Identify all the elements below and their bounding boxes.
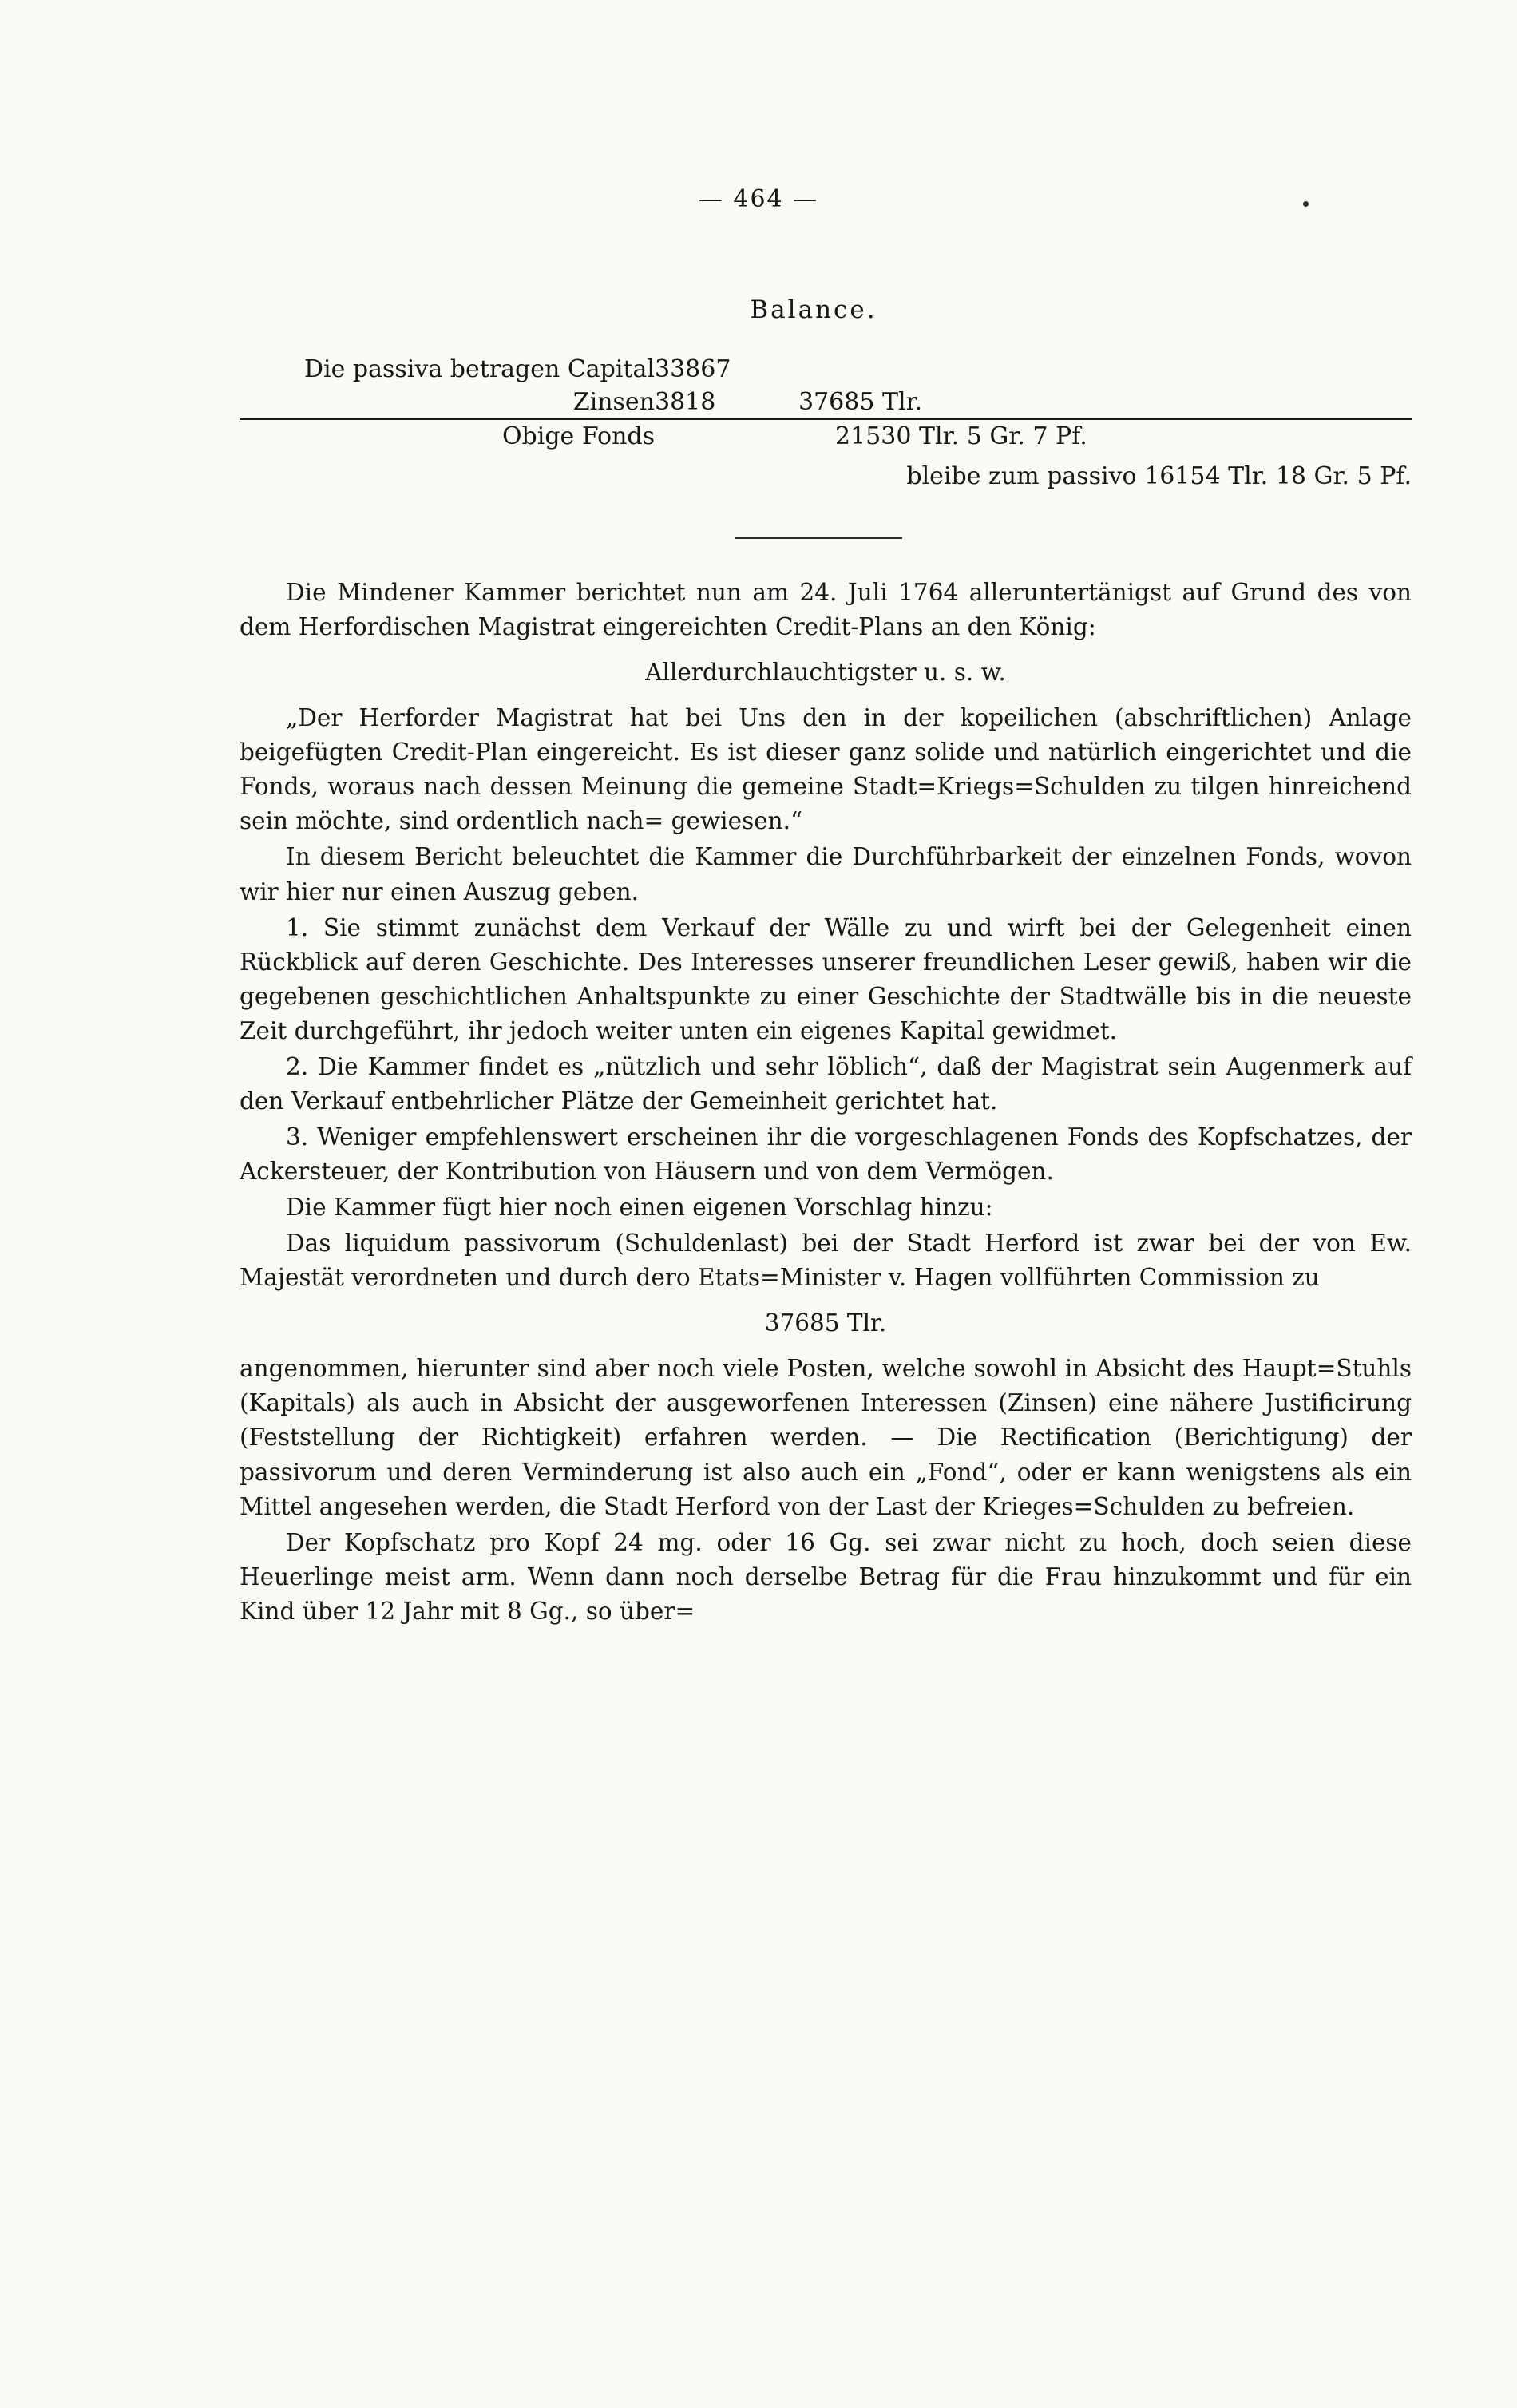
paragraph-7: Die Kammer fügt hier noch einen eigenen Vorschlag hinzu: bbox=[286, 1194, 993, 1222]
balance-final-line: bleibe zum passivo 16154 Tlr. 18 Gr. 5 Pf. bbox=[906, 462, 1412, 490]
table-row bbox=[240, 419, 1412, 453]
balance-sum-capital bbox=[798, 353, 1412, 386]
paragraph-6: 3. Weniger empfehlenswert erscheinen ihr die vorgeschlagenen Fonds des Kopfschatzes, der Ackersteuer, der Kontribution von Häusern und von dem Vermögen. bbox=[240, 1123, 1412, 1185]
section-divider bbox=[735, 537, 902, 539]
balance-amount-fonds bbox=[655, 419, 798, 453]
page-number: — 464 — bbox=[698, 185, 819, 213]
amount-centered: 37685 Tlr. bbox=[764, 1309, 887, 1337]
balance-table bbox=[240, 353, 1412, 493]
table-row bbox=[240, 453, 1412, 493]
balance-amount-capital: 33867 bbox=[655, 355, 731, 383]
balance-amount-zinsen: 3818 bbox=[655, 388, 716, 416]
paragraph-4: 1. Sie stimmt zunächst dem Verkauf der Wälle zu und wirft bei der Gelegenheit einen Rückblick auf deren Geschichte. Des Interesses unserer freundlichen Leser gewiß, haben wir die gegebenen geschichtlichen Anhaltspunkte zu einer Geschichte der Stadtwälle bis in die neueste Zeit durchgeführt, ihr jedoch weiter unten ein eigenes Kapital gewidmet. bbox=[240, 913, 1412, 1044]
paragraph-8: Das liquidum passivorum (Schuldenlast) bei der Stadt Herford ist zwar bei der von Ew. Majestät verordneten und durch dero Etats=Minister v. Hagen vollführten Commission zu bbox=[240, 1230, 1412, 1292]
balance-label-zinsen: Zinsen bbox=[572, 388, 655, 416]
balance-sum-fonds: 21530 Tlr. 5 Gr. 7 Pf. bbox=[798, 419, 1412, 453]
page-content bbox=[240, 295, 1412, 1630]
paragraph-3: In diesem Bericht beleuchtet die Kammer die Durchführbarkeit der einzelnen Fonds, wovon wir hier nur einen Auszug geben. bbox=[240, 843, 1412, 905]
paragraph-5: 2. Die Kammer findet es „nützlich und sehr löblich“, daß der Magistrat sein Augenmerk auf den Verkauf entbehrlicher Plätze der Gemeinheit gerichtet hat. bbox=[240, 1052, 1412, 1115]
balance-sum-zinsen: 37685 Tlr. bbox=[798, 388, 923, 416]
balance-label-capital: Die passiva betragen Capital bbox=[303, 355, 655, 383]
paragraph-10: Der Kopfschatz pro Kopf 24 mg. oder 16 Gg. sei zwar nicht zu hoch, doch seien diese Heuerlinge meist arm. Wenn dann noch derselbe Betrag für die Frau hinzukommt und für ein Kind über 12 Jahr mit 8 Gg., so über= bbox=[240, 1528, 1412, 1625]
paragraph-1: Die Mindener Kammer berichtet nun am 24. Juli 1764 alleruntertänigst auf Grund des von dem Herfordischen Magistrat eingereichten Credit-Plans an den König: bbox=[240, 579, 1412, 641]
table-row bbox=[240, 353, 1412, 386]
balance-heading: Balance. bbox=[750, 295, 877, 324]
paragraph-9: angenommen, hierunter sind aber noch viele Posten, welche sowohl in Absicht des Haupt=Stuhls (Kapitals) als auch in Absicht der ausgeworfenen Interessen (Zinsen) eine nähere Justificirung (Feststellung der Richtigkeit) erfahren werden. — Die Rectification (Berichtigung) der passivorum und deren Verminderung ist also auch ein „Fond“, oder er kann wenigstens als ein Mittel angesehen werden, die Stadt Herford von der Last der Krieges=Schulden zu befreien. bbox=[240, 1355, 1412, 1520]
ink-speck bbox=[1303, 201, 1309, 207]
paragraph-2: „Der Herforder Magistrat hat bei Uns den in der kopeilichen (abschriftlichen) Anlage beigefügten Credit-Plan eingereicht. Es ist dieser ganz solide und natürlich eingerichtet und die Fonds, woraus nach dessen Meinung die gemeine Stadt=Kriegs=Schulden zu tilgen hinreichend sein möchte, sind ordentlich nach= gewiesen.“ bbox=[240, 704, 1412, 835]
salutation-line: Allerdurchlauchtigster u. s. w. bbox=[645, 659, 1006, 687]
table-row bbox=[240, 386, 1412, 419]
balance-label-fonds: Obige Fonds bbox=[240, 419, 655, 453]
